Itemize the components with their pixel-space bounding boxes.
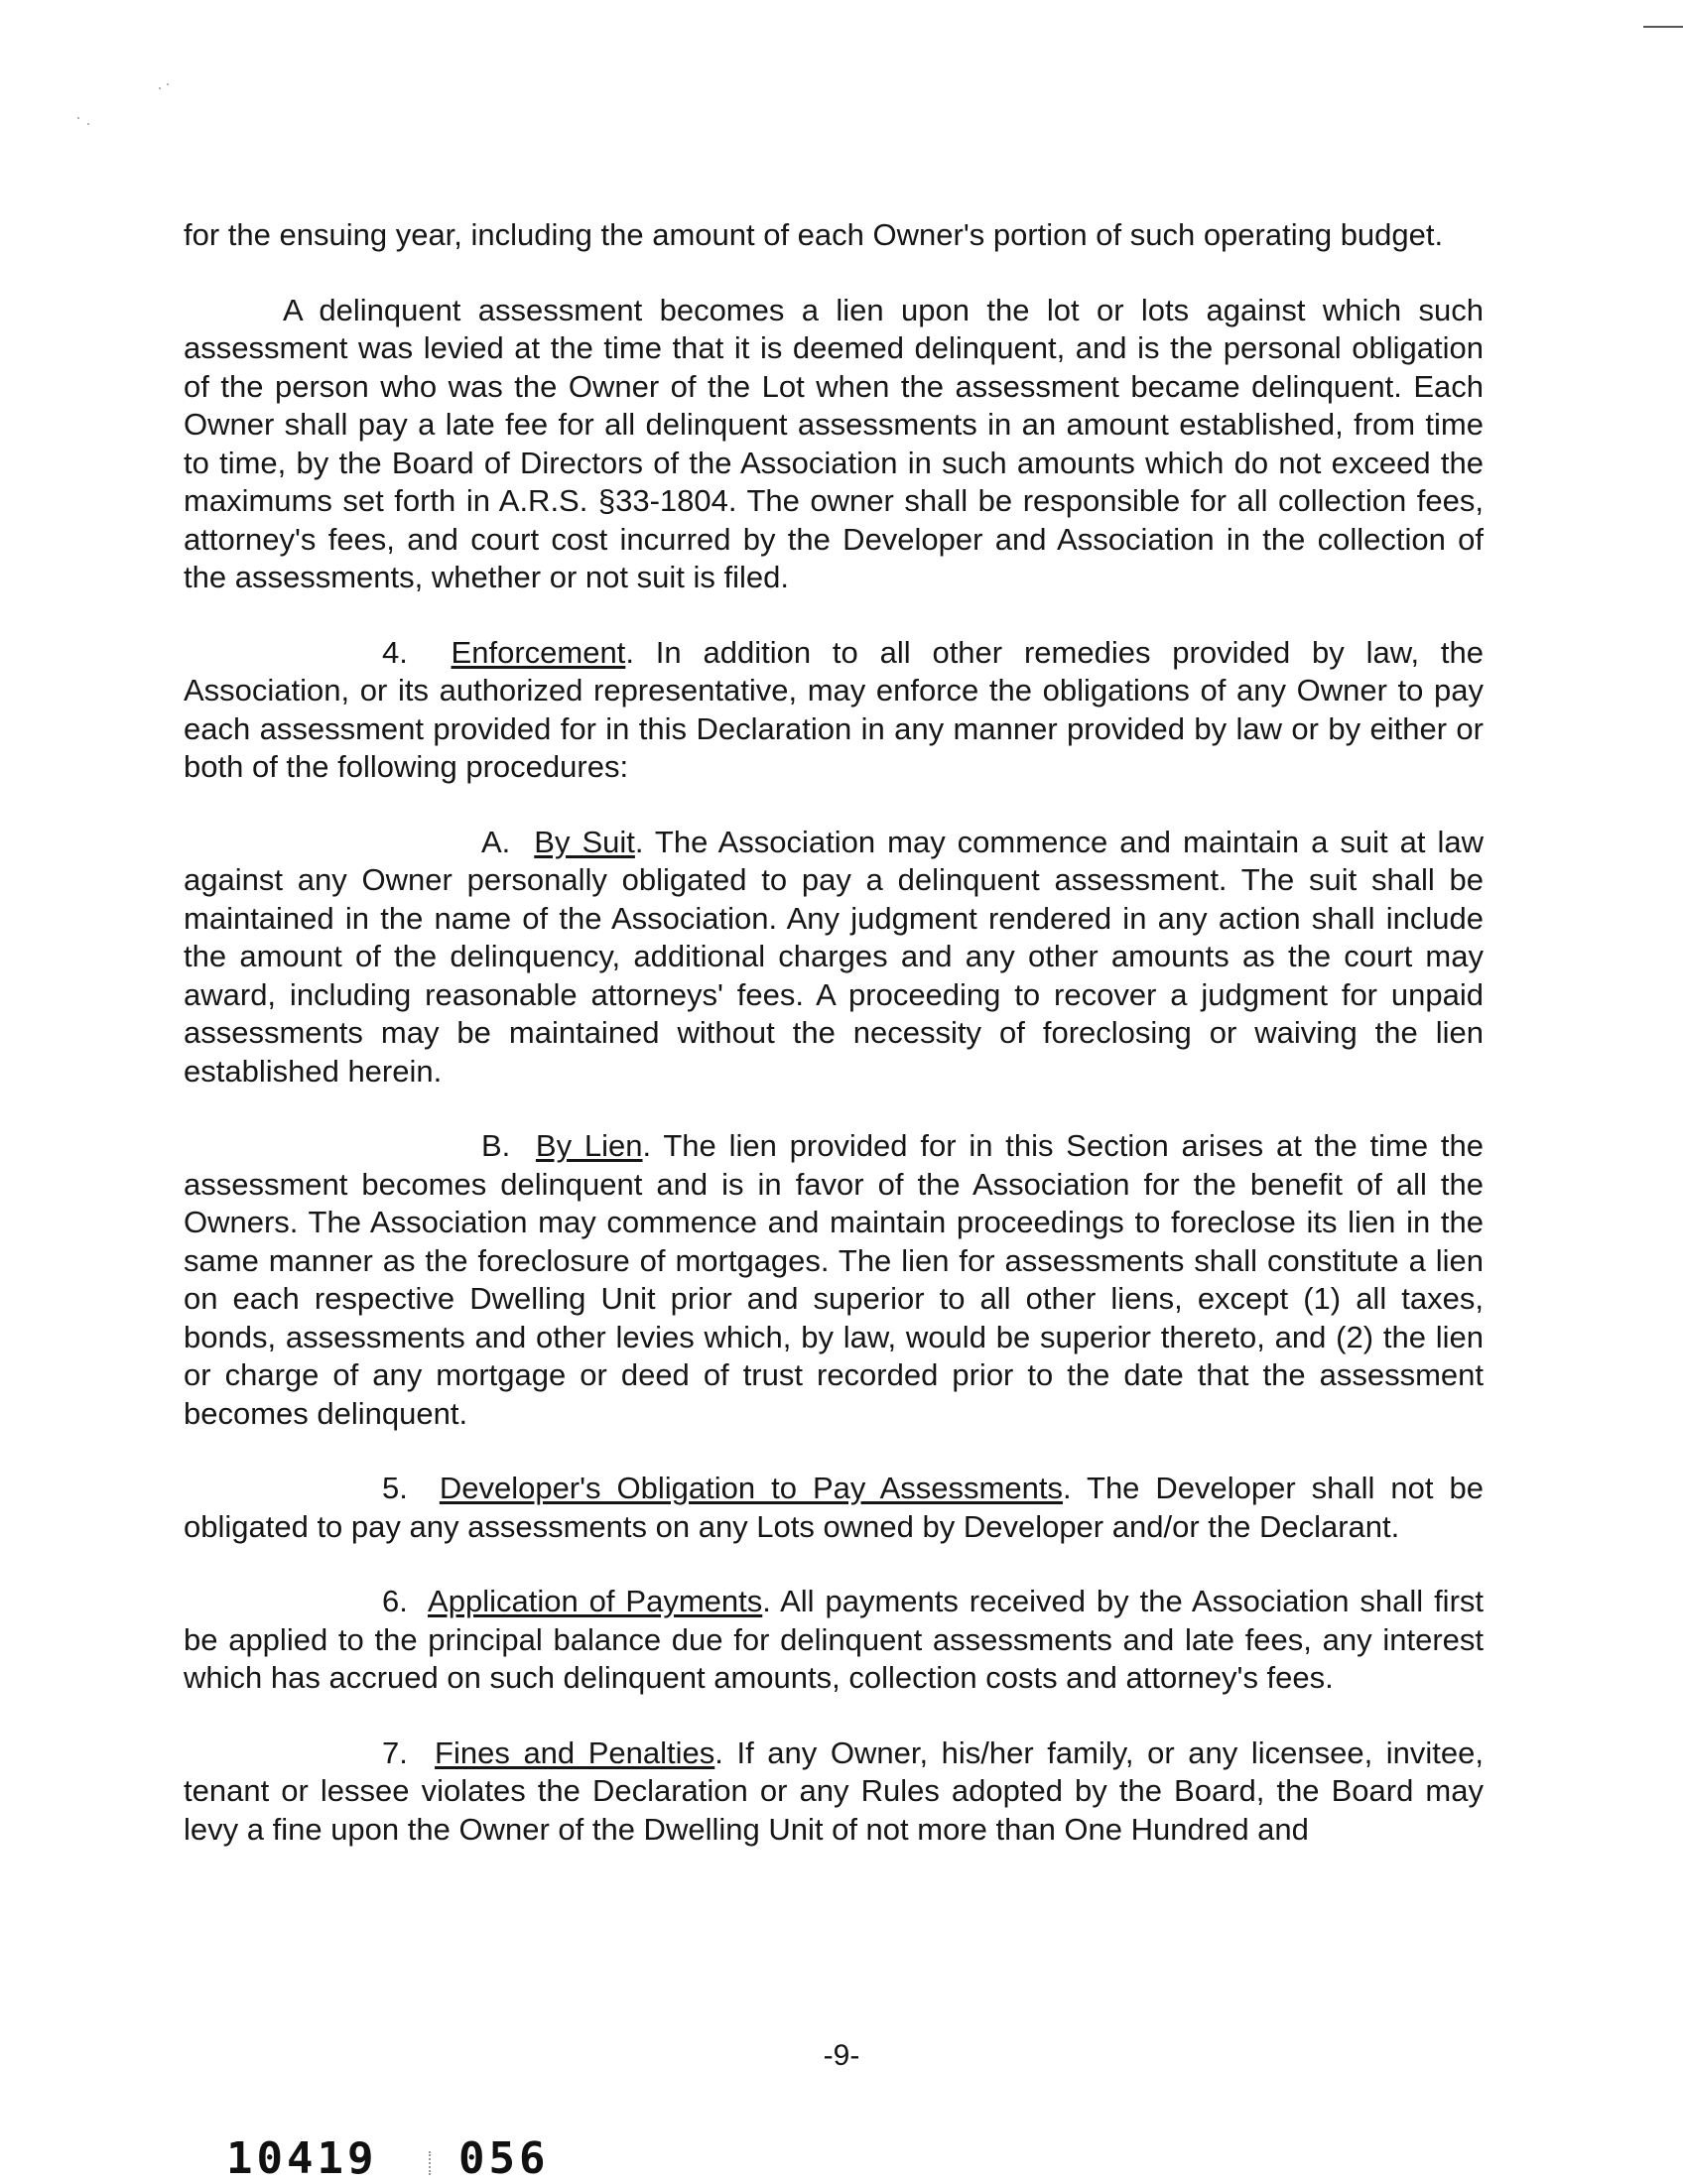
document-body	[184, 216, 1484, 1849]
subsection-heading: By Suit	[534, 824, 635, 859]
subsection-letter: A.	[481, 824, 511, 859]
scan-edge-mark	[1643, 26, 1683, 28]
section-number: 7.	[382, 1734, 408, 1770]
subsection-b-by-lien	[184, 1127, 1484, 1433]
section-heading: Developer's Obligation to Pay Assessments	[439, 1471, 1063, 1505]
subsection-text: . The lien provided for in this Section arises at the time the assessment becomes delinquent and is in favor of the Association for the benefit of all the Owners. The Association may commence and maintain proceedings to foreclose its lien in the same manner as the foreclosure of mortgages. The lien for assessments shall constitute a lien on each respective Dwelling Unit prior and superior to all other liens, except (1) all taxes, bonds, assessments and other levies which, by law, would be superior thereto, and (2) the lien or charge of any mortgage or deed of trust recorded prior to the date that the assessment becomes delinquent.	[184, 1128, 1484, 1431]
subsection-text: . The Association may commence and maintain a suit at law against any Owner personally obligated to pay a delinquent assessment. The suit shall be maintained in the name of the Association. Any judgment rendered in any action shall include the amount of the delinquency, additional charges and any other amounts as the court may award, including reasonable attorneys' fees. A proceeding to recover a judgment for unpaid assessments may be maintained without the necessity of foreclosing or waiving the lien established herein.	[184, 824, 1484, 1089]
paragraph-continuation: for the ensuing year, including the amount of each Owner's portion of such operating budget.	[184, 217, 1444, 252]
section-number: 4.	[382, 634, 408, 670]
scan-speck	[77, 117, 79, 119]
stamp-separator	[429, 2151, 435, 2175]
paragraph-delinquent-assessment: A delinquent assessment becomes a lien upon the lot or lots against which such assessment was levied at the time that it is deemed delinquent, and is the personal obligation of the person who was the Owner of the Lot when the assessment became delinquent. Each Owner shall pay a late fee for all delinquent assessments in an amount established, from time to time, by the Board of Directors of the Association in such amounts which do not exceed the maximums set forth in A.R.S. §33-1804. The owner shall be responsible for all collection fees, attorney's fees, and court cost incurred by the Developer and Association in the collection of the assessments, whether or not suit is filed.	[184, 292, 1484, 594]
scan-speck	[159, 87, 161, 89]
page-number: -9-	[823, 2039, 860, 2072]
section-heading: Enforcement	[451, 634, 626, 670]
scan-speck	[87, 123, 89, 125]
section-text: . If any Owner, his/her family, or any licensee, invitee, tenant or lessee violates the Declaration or any Rules adopted by the Board, the Board may levy a fine upon the Owner of the Dwelling Unit of not more than One Hundred and	[184, 1734, 1485, 1847]
section-text: . In addition to all other remedies provided by law, the Association, or its authorized representative, may enforce the obligations of any Owner to pay each assessment provided for in this Declaration in any manner provided by law or by either or both of the following procedures:	[184, 634, 1484, 784]
subsection-letter: B.	[481, 1128, 511, 1163]
section-text: . All payments received by the Association shall first be applied to the principal balance due for delinquent assessments and late fees, any interest which has accrued on such delinquent amounts, collection costs and attorney's fees.	[184, 1584, 1485, 1695]
section-number: 6.	[382, 1584, 408, 1618]
section-5-developer-obligation	[184, 1470, 1484, 1546]
section-heading: Fines and Penalties	[435, 1734, 715, 1770]
subsection-heading: By Lien	[535, 1128, 643, 1163]
recording-book-number: 10419	[226, 2133, 378, 2184]
section-4-enforcement	[184, 634, 1484, 787]
subsection-a-by-suit	[184, 824, 1484, 1092]
section-text: . The Developer shall not be obligated to pay any assessments on any Lots owned by Developer and/or the Declarant.	[184, 1471, 1484, 1544]
section-number: 5.	[382, 1471, 408, 1505]
recording-page-number: 056	[458, 2133, 550, 2184]
section-6-application-of-payments	[184, 1583, 1484, 1698]
scan-speck	[167, 83, 169, 85]
section-7-fines-and-penalties	[184, 1734, 1484, 1850]
section-heading: Application of Payments	[428, 1584, 763, 1618]
